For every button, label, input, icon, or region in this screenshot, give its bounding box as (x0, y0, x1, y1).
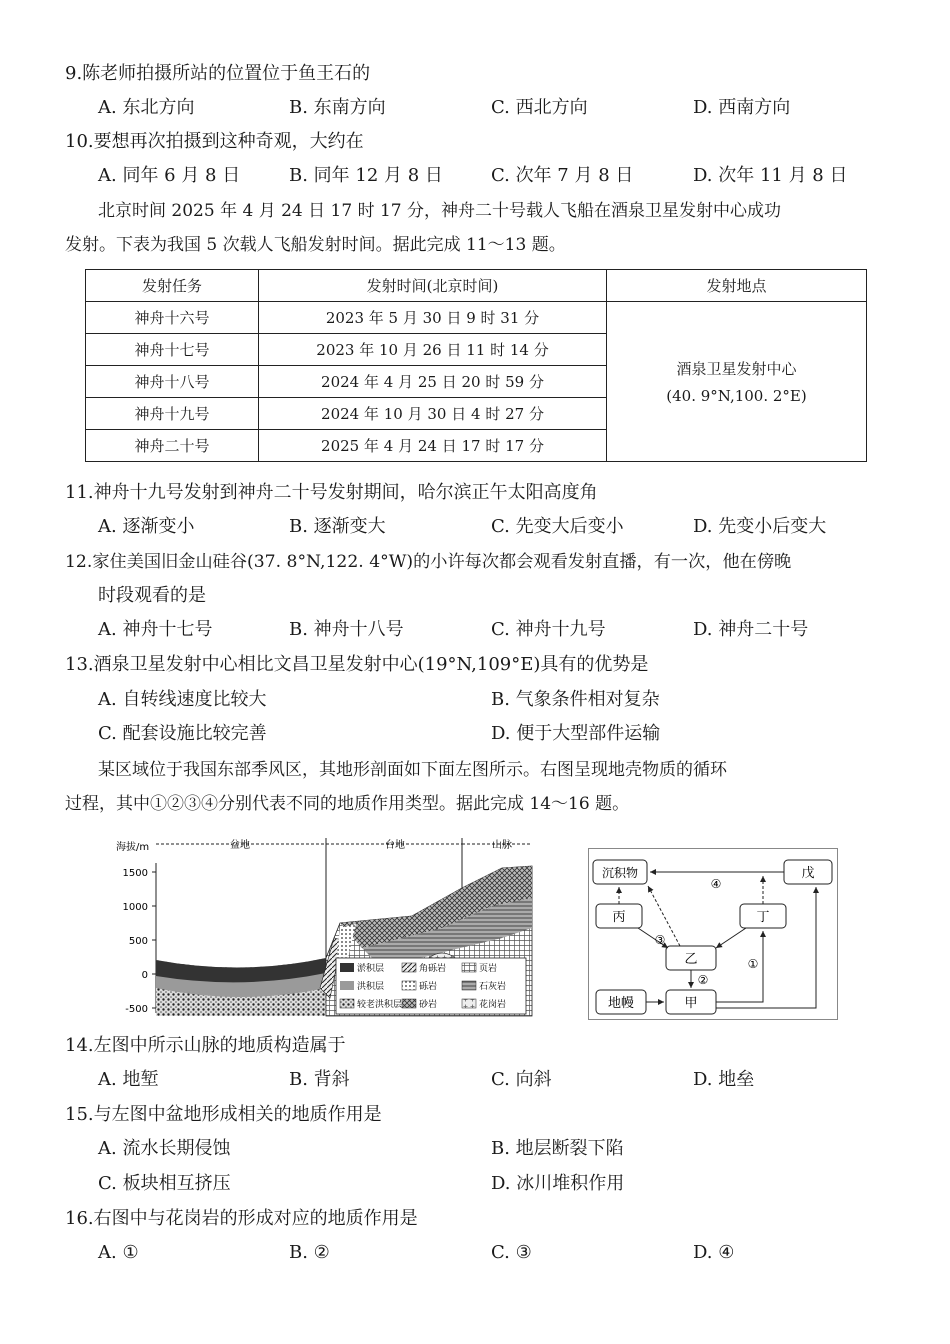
time-cell: 2024 年 10 月 30 日 4 时 27 分 (259, 398, 607, 430)
legend-label: 砂岩 (419, 1000, 438, 1010)
region-label-platform: 台地 (385, 840, 405, 851)
legend-label: 角砾岩 (419, 964, 447, 974)
rock-cycle-figure (588, 848, 838, 1020)
q13-stem: 13.酒泉卫星发射中心相比文昌卫星发射中心(19°N,109°E)具有的优势是 (65, 654, 649, 675)
mission-cell: 神舟十七号 (86, 334, 259, 366)
profile-ylabel: 海拔/m (116, 842, 150, 853)
q15-option-d[interactable]: D. 冰川堆积作用 (491, 1173, 625, 1194)
q12-stem-line1: 12.家住美国旧金山硅谷(37. 8°N,122. 4°W)的小许每次都会观看发射直播，有一次，他在傍晚 (65, 552, 792, 572)
q12-stem-line2: 时段观看的是 (98, 585, 206, 606)
q16-option-c[interactable]: C. ③ (491, 1242, 532, 1263)
process-label-4: ④ (710, 877, 722, 891)
q10-stem: 10.要想再次拍摄到这种奇观，大约在 (65, 131, 364, 152)
time-cell: 2024 年 4 月 25 日 20 时 59 分 (259, 366, 607, 398)
q10-option-d[interactable]: D. 次年 11 月 8 日 (693, 165, 848, 186)
q14-stem: 14.左图中所示山脉的地质构造属于 (65, 1035, 346, 1056)
ytick-label: 500 (128, 936, 148, 947)
q13-option-a[interactable]: A. 自转线速度比较大 (98, 689, 267, 710)
process-label-3: ③ (654, 933, 666, 947)
q9-option-d[interactable]: D. 西南方向 (693, 97, 791, 118)
process-label-2: ② (697, 973, 709, 987)
q14-option-c[interactable]: C. 向斜 (491, 1069, 552, 1090)
q11-option-b[interactable]: B. 逐渐变大 (289, 516, 386, 537)
mission-cell: 神舟二十号 (86, 430, 259, 462)
legend-label: 淤积层 (357, 964, 385, 974)
intro1-line1: 北京时间 2025 年 4 月 24 日 17 时 17 分，神舟二十号载人飞船在酒泉卫星发射中心成功 (98, 201, 782, 221)
terrain-profile-figure (112, 828, 540, 1020)
q16-option-a[interactable]: A. ① (98, 1242, 139, 1263)
table-header-mission: 发射任务 (86, 270, 259, 302)
q9-option-b[interactable]: B. 东南方向 (289, 97, 386, 118)
q12-option-b[interactable]: B. 神舟十八号 (289, 619, 404, 640)
legend-label: 页岩 (479, 964, 498, 974)
ytick-label: 1000 (122, 902, 148, 913)
node-wu-label: 戊 (801, 866, 815, 881)
q16-stem: 16.右图中与花岗岩的形成对应的地质作用是 (65, 1208, 418, 1229)
q15-option-b[interactable]: B. 地层断裂下陷 (491, 1138, 624, 1159)
q15-stem: 15.与左图中盆地形成相关的地质作用是 (65, 1104, 382, 1125)
q9-option-c[interactable]: C. 西北方向 (491, 97, 588, 118)
legend-label: 花岗岩 (479, 1000, 507, 1010)
node-mantle-label: 地幔 (607, 996, 635, 1011)
node-yi-label: 乙 (684, 952, 698, 967)
q10-option-a[interactable]: A. 同年 6 月 8 日 (98, 165, 241, 186)
q15-option-a[interactable]: A. 流水长期侵蚀 (98, 1138, 231, 1159)
q10-option-c[interactable]: C. 次年 7 月 8 日 (491, 165, 634, 186)
legend-label: 较老洪积层 (357, 1000, 403, 1010)
q11-stem: 11.神舟十九号发射到神舟二十号发射期间，哈尔滨正午太阳高度角 (65, 482, 598, 503)
process-label-1: ① (747, 957, 759, 971)
q14-option-b[interactable]: B. 背斜 (289, 1069, 350, 1090)
node-ding-label: 丁 (756, 910, 770, 925)
q11-option-c[interactable]: C. 先变大后变小 (491, 516, 624, 537)
node-sediment-label: 沉积物 (601, 866, 639, 880)
q13-option-b[interactable]: B. 气象条件相对复杂 (491, 689, 660, 710)
node-bing-label: 丙 (612, 910, 626, 925)
site-name: 酒泉卫星发射中心 (676, 360, 797, 378)
ytick-label: 1500 (122, 868, 148, 879)
time-cell: 2023 年 5 月 30 日 9 时 31 分 (259, 302, 607, 334)
table-header-site: 发射地点 (607, 270, 867, 302)
intro2-line2: 过程，其中①②③④分别代表不同的地质作用类型。据此完成 14～16 题。 (65, 794, 630, 814)
intro1-line2: 发射。下表为我国 5 次载人飞船发射时间。据此完成 11～13 题。 (65, 235, 566, 255)
q11-option-a[interactable]: A. 逐渐变小 (98, 516, 195, 537)
q14-option-d[interactable]: D. 地垒 (693, 1069, 755, 1090)
time-cell: 2025 年 4 月 24 日 17 时 17 分 (259, 430, 607, 462)
q12-option-a[interactable]: A. 神舟十七号 (98, 619, 213, 640)
mission-cell: 神舟十八号 (86, 366, 259, 398)
q9-stem: 9.陈老师拍摄所站的位置位于鱼王石的 (65, 63, 371, 84)
launch-table (85, 269, 867, 462)
ytick-label: -500 (125, 1004, 148, 1015)
time-cell: 2023 年 10 月 26 日 11 时 14 分 (259, 334, 607, 366)
node-jia-label: 甲 (684, 996, 698, 1011)
legend-label: 砾岩 (419, 982, 438, 992)
q11-option-d[interactable]: D. 先变小后变大 (693, 516, 827, 537)
q16-option-b[interactable]: B. ② (289, 1242, 330, 1263)
q13-option-c[interactable]: C. 配套设施比较完善 (98, 723, 267, 744)
table-header-time: 发射时间(北京时间) (259, 270, 607, 302)
ytick-label: 0 (141, 970, 148, 981)
region-label-basin: 盆地 (230, 840, 250, 851)
site-coord: (40. 9°N,100. 2°E) (666, 387, 807, 405)
mission-cell: 神舟十九号 (86, 398, 259, 430)
intro2-line1: 某区域位于我国东部季风区，其地形剖面如下面左图所示。右图呈现地壳物质的循环 (98, 760, 727, 780)
q10-option-b[interactable]: B. 同年 12 月 8 日 (289, 165, 443, 186)
q15-option-c[interactable]: C. 板块相互挤压 (98, 1173, 231, 1194)
q12-option-d[interactable]: D. 神舟二十号 (693, 619, 809, 640)
q14-option-a[interactable]: A. 地堑 (98, 1069, 159, 1090)
q9-option-a[interactable]: A. 东北方向 (98, 97, 195, 118)
legend-label: 石灰岩 (479, 982, 507, 992)
legend-label: 洪积层 (357, 982, 385, 992)
q16-option-d[interactable]: D. ④ (693, 1242, 735, 1263)
q12-option-c[interactable]: C. 神舟十九号 (491, 619, 606, 640)
mission-cell: 神舟十六号 (86, 302, 259, 334)
table-row (86, 302, 867, 334)
site-cell (607, 302, 867, 462)
region-label-mountain: 山脉 (492, 840, 512, 851)
q13-option-d[interactable]: D. 便于大型部件运输 (491, 723, 661, 744)
